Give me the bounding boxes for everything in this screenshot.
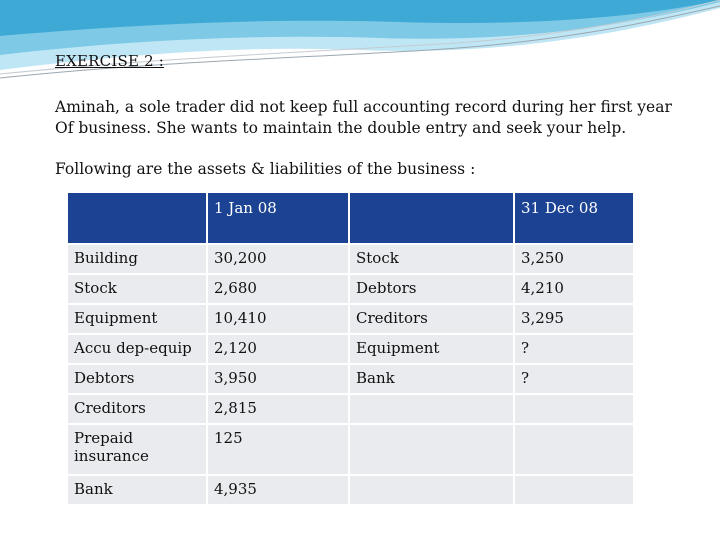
table-cell: ?	[515, 365, 633, 393]
table-cell: Prepaid insurance	[68, 425, 206, 474]
table-row	[68, 275, 633, 303]
table-cell: 3,295	[515, 305, 633, 333]
assets-liabilities-table	[66, 191, 635, 506]
table-cell: 3,250	[515, 245, 633, 273]
table-row	[68, 245, 633, 273]
table-cell: 2,815	[208, 395, 348, 423]
intro-line-1: Aminah, a sole trader did not keep full accounting record during her first year	[55, 98, 672, 116]
header-cell	[68, 193, 206, 243]
table-cell	[350, 425, 513, 474]
table-header-row	[68, 193, 633, 243]
header-cell: 1 Jan 08	[208, 193, 348, 243]
table-cell: 30,200	[208, 245, 348, 273]
table-cell: Creditors	[68, 395, 206, 423]
table-cell: Stock	[350, 245, 513, 273]
table-cell: 2,120	[208, 335, 348, 363]
table-row	[68, 476, 633, 504]
table-cell: 3,950	[208, 365, 348, 393]
table-cell: 125	[208, 425, 348, 474]
table-cell: Accu dep-equip	[68, 335, 206, 363]
table-cell: Building	[68, 245, 206, 273]
table-cell: Equipment	[350, 335, 513, 363]
table-cell: Bank	[68, 476, 206, 504]
decorative-wave-banner	[0, 0, 720, 90]
table-cell: Stock	[68, 275, 206, 303]
table-cell	[350, 395, 513, 423]
intro-line-2: Of business. She wants to maintain the double entry and seek your help.	[55, 119, 627, 137]
table-cell: Equipment	[68, 305, 206, 333]
table-cell	[515, 395, 633, 423]
header-cell: 31 Dec 08	[515, 193, 633, 243]
exercise-heading: EXERCISE 2 :	[55, 52, 165, 70]
table-cell: 10,410	[208, 305, 348, 333]
table-row	[68, 425, 633, 474]
table-cell: Creditors	[350, 305, 513, 333]
intro-paragraph	[55, 97, 705, 139]
table-cell: 4,210	[515, 275, 633, 303]
table-row	[68, 305, 633, 333]
table-caption: Following are the assets & liabilities of the business :	[55, 160, 476, 178]
table-cell: 2,680	[208, 275, 348, 303]
table-cell: Bank	[350, 365, 513, 393]
table-cell	[350, 476, 513, 504]
header-cell	[350, 193, 513, 243]
table-cell	[515, 476, 633, 504]
table-cell: Debtors	[350, 275, 513, 303]
table-cell	[515, 425, 633, 474]
table-cell: ?	[515, 335, 633, 363]
table-cell: Debtors	[68, 365, 206, 393]
table-cell: 4,935	[208, 476, 348, 504]
table-row	[68, 335, 633, 363]
table-row	[68, 395, 633, 423]
table-row	[68, 365, 633, 393]
